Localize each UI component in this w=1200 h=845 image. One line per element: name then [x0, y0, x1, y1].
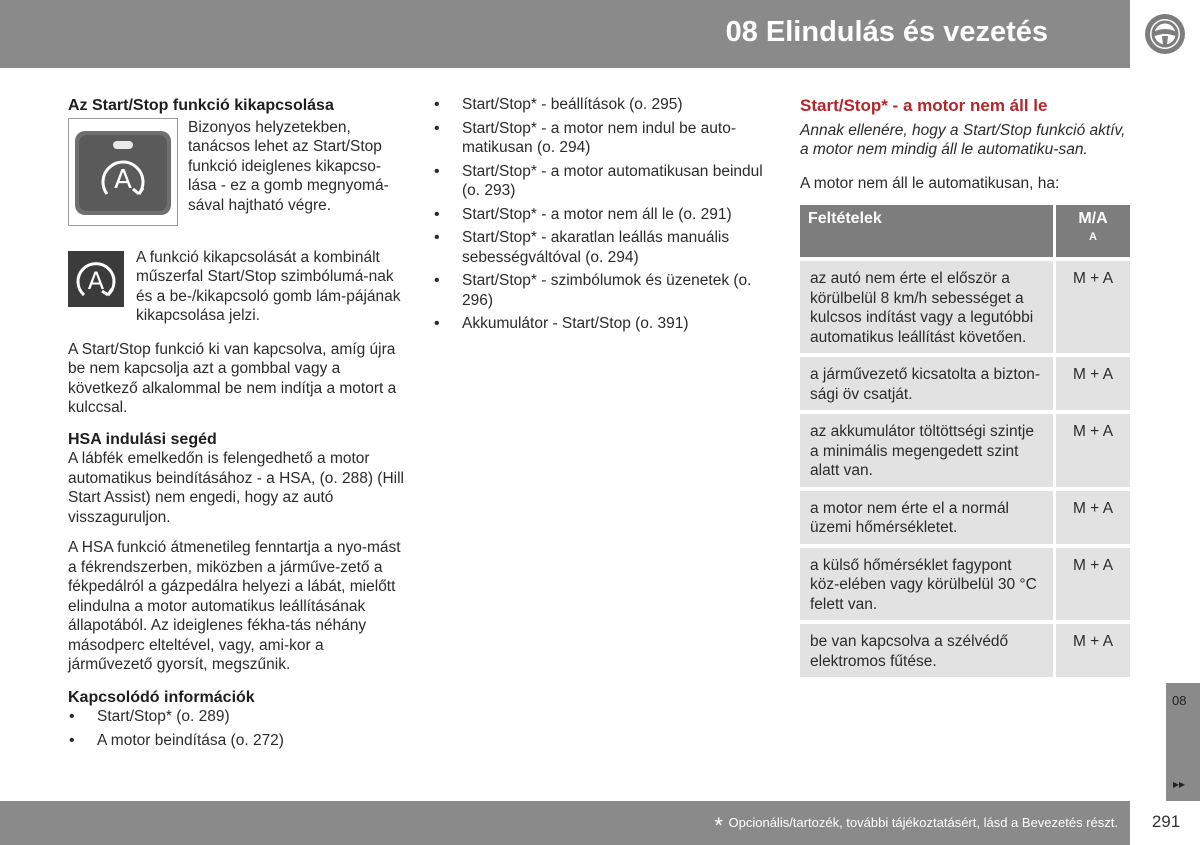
footer-star: *	[714, 813, 723, 838]
related-list	[68, 707, 408, 750]
column-middle	[433, 95, 763, 338]
table-row	[800, 624, 1130, 677]
table-row	[800, 414, 1130, 487]
related-link[interactable]: • Start/Stop* - szimbólumok és üzenetek (o. 296)	[433, 271, 763, 310]
auto-start-stop-symbol-image	[68, 251, 124, 307]
hsa-heading: HSA indulási segéd	[68, 430, 217, 448]
related-link[interactable]: • Akkumulátor - Start/Stop (o. 391)	[433, 314, 763, 334]
chapter-side-tab	[1166, 683, 1200, 801]
auto-start-stop-symbol-icon	[68, 251, 124, 307]
related-item[interactable]: • Start/Stop* (o. 289)	[68, 707, 408, 727]
side-tab-chapter-number: 08	[1172, 693, 1187, 708]
related-links-list	[433, 95, 763, 334]
related-item[interactable]: • A motor beindítása (o. 272)	[68, 731, 408, 751]
start-stop-button-icon	[73, 131, 173, 215]
related-link[interactable]: • Start/Stop* - a motor nem áll le (o. 291)	[433, 205, 763, 225]
section-heading-disable: Az Start/Stop funkció kikapcsolása	[68, 97, 334, 114]
para-disabled-info: A Start/Stop funkció ki van kapcsolva, amíg újra be nem kapcsolja azt a gombbal vagy a következő alkalommal be nem indítja a motort a kulccsal.	[68, 340, 397, 416]
condition-cell: az akkumulátor töltöttségi szintje a minimális megengedett szint alatt van.	[800, 414, 1053, 487]
related-link[interactable]: • Start/Stop* - akaratlan leállás manuális sebességváltóval (o. 294)	[433, 228, 763, 267]
ma-cell: M + A	[1053, 261, 1130, 353]
table-row	[800, 357, 1130, 410]
condition-cell: a külső hőmérséklet fagypont köz-elében vagy körülbelül 30 °C felett van.	[800, 548, 1053, 621]
page-number: 291	[1151, 812, 1181, 831]
column-left	[68, 96, 408, 754]
ma-cell: M + A	[1053, 548, 1130, 621]
table-header-conditions: Feltételek	[800, 205, 1053, 257]
section-lead: A motor nem áll le automatikusan, ha:	[800, 174, 1060, 192]
continue-arrows-icon: ▸▸	[1173, 777, 1186, 791]
header-bar	[0, 0, 1130, 68]
section-title: Start/Stop* - a motor nem áll le	[800, 96, 1048, 115]
conditions-table	[800, 201, 1130, 681]
related-link[interactable]: • Start/Stop* - a motor automatikusan beindul (o. 293)	[433, 162, 763, 201]
ma-cell: M + A	[1053, 357, 1130, 410]
condition-cell: be van kapcsolva a szélvédő elektromos fűtése.	[800, 624, 1053, 677]
related-link[interactable]: • Start/Stop* - a motor nem indul be auto-matikusan (o. 294)	[433, 119, 763, 158]
hsa-text-2: A HSA funkció átmenetileg fenntartja a nyo-mást a fékrendszerben, miközben a járműve-zető a fékpedálról a gázpedálra helyezi a lábát, mielőtt elindulna a motor automatikus leállításának állapotából. Az ideiglenes fékha-tás néhány másodperc elteltével, vagy, ami-kor a járművezető gyorsít, megszűnik.	[68, 539, 401, 673]
hsa-text-1: A lábfék emelkedőn is felengedhető a motor automatikus beindításához - a HSA, (o. 288) (Hill Start Assist) nem engedi, hogy az autó visszaguruljon.	[68, 450, 404, 526]
ma-cell: M + A	[1053, 491, 1130, 544]
table-header-ma	[1053, 205, 1130, 257]
ma-cell: M + A	[1053, 414, 1130, 487]
footer-bar	[0, 801, 1130, 845]
column-right	[800, 96, 1130, 681]
condition-cell: a járművezető kicsatolta a bizton-sági öv csatját.	[800, 357, 1053, 410]
section-intro: Annak ellenére, hogy a Start/Stop funkció aktív, a motor nem mindig áll le automatiku-san.	[800, 121, 1126, 158]
footer-note	[714, 813, 1118, 836]
related-heading: Kapcsolódó információk	[68, 688, 255, 706]
start-stop-button-image	[68, 118, 178, 226]
condition-cell: a motor nem érte el a normál üzemi hőmérsékletet.	[800, 491, 1053, 544]
table-row	[800, 491, 1130, 544]
ma-cell: M + A	[1053, 624, 1130, 677]
section1-text: Bizonyos helyzetekben, tanácsos lehet az Start/Stop funkció ideiglenes kikapcso-lása - ez a gomb megnyomá-sával hajtható végre.	[188, 118, 389, 214]
svg-text:A: A	[114, 164, 132, 195]
footer-note-text: Opcionális/tartozék, további tájékoztatásért, lásd a Bevezetés részt.	[728, 815, 1118, 830]
condition-cell: az autó nem érte el először a körülbelül 8 km/h sebességet a kulcsos indítást vagy a legutóbbi automatikus leállítást követően.	[800, 261, 1053, 353]
table-row	[800, 548, 1130, 621]
steering-wheel-icon	[1142, 12, 1188, 56]
table-header-ma-label: M/A	[1078, 210, 1108, 227]
header-icon-box	[1132, 0, 1200, 68]
chapter-title: 08 Elindulás és vezetés	[725, 16, 1048, 48]
table-header-ma-sub: A	[1089, 230, 1097, 243]
related-link[interactable]: • Start/Stop* - beállítások (o. 295)	[433, 95, 763, 115]
symbol-text: A funkció kikapcsolását a kombinált műszerfal Start/Stop szimbólumá-nak és a be-/kikapcsoló gomb lám-pájának kikapcsolása jelzi.	[136, 248, 401, 324]
svg-text:A: A	[87, 266, 105, 295]
table-row	[800, 261, 1130, 353]
